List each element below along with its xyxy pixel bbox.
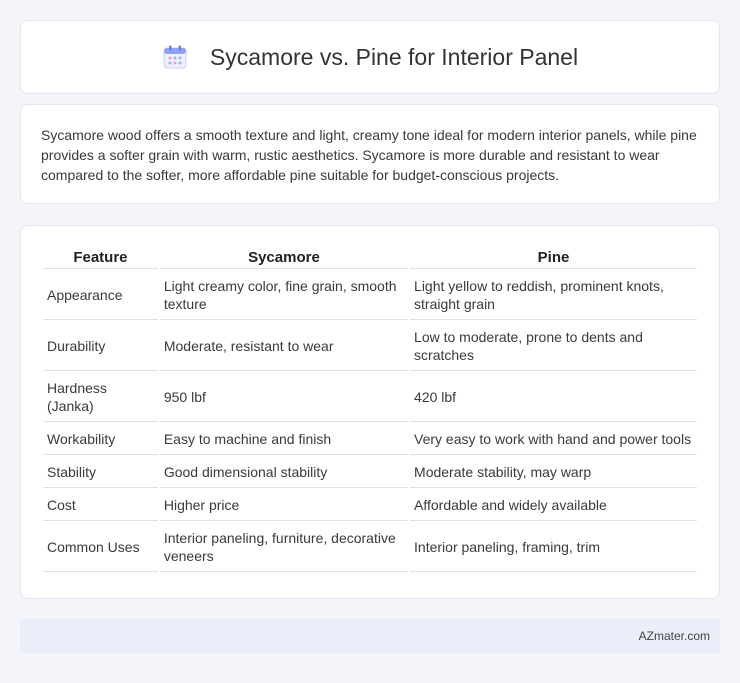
intro-card [20, 104, 720, 204]
page-title: Sycamore vs. Pine for Interior Panel [209, 43, 579, 70]
table-row [43, 490, 697, 521]
sycamore-cell: Easy to machine and finish [160, 424, 408, 455]
footer [20, 619, 720, 653]
table-header-row [43, 247, 697, 269]
sycamore-cell: Higher price [160, 490, 408, 521]
feature-cell: Common Uses [43, 523, 158, 572]
table-row [43, 373, 697, 422]
sycamore-cell: Light creamy color, fine grain, smooth texture [160, 271, 408, 320]
feature-cell: Appearance [43, 271, 158, 320]
calendar-icon [162, 44, 188, 70]
header-sycamore: Sycamore [160, 247, 408, 269]
pine-cell: Affordable and widely available [410, 490, 697, 521]
pine-cell: Very easy to work with hand and power tools [410, 424, 697, 455]
feature-cell: Durability [43, 322, 158, 371]
pine-cell: Light yellow to reddish, prominent knots, straight grain [410, 271, 697, 320]
feature-cell: Hardness (Janka) [43, 373, 158, 422]
pine-cell: Moderate stability, may warp [410, 457, 697, 488]
pine-cell: Low to moderate, prone to dents and scratches [410, 322, 697, 371]
header-pine: Pine [410, 247, 697, 269]
sycamore-cell: Interior paneling, furniture, decorative veneers [160, 523, 408, 572]
sycamore-cell: Moderate, resistant to wear [160, 322, 408, 371]
title-wrap [162, 44, 578, 71]
footer-site-name: AZmater.com [638, 629, 710, 643]
pine-cell: 420 lbf [410, 373, 697, 422]
feature-cell: Cost [43, 490, 158, 521]
feature-cell: Workability [43, 424, 158, 455]
table-row [43, 523, 697, 572]
table-row [43, 424, 697, 455]
pine-cell: Interior paneling, framing, trim [410, 523, 697, 572]
feature-cell: Stability [43, 457, 158, 488]
table-row [43, 322, 697, 371]
title-card [20, 20, 720, 94]
sycamore-cell: 950 lbf [160, 373, 408, 422]
sycamore-cell: Good dimensional stability [160, 457, 408, 488]
comparison-card [20, 225, 720, 599]
table-row [43, 271, 697, 320]
table-row [43, 457, 697, 488]
intro-paragraph: Sycamore wood offers a smooth texture and light, creamy tone ideal for modern interior panels, while pine provides a softer grain with warm, rustic aesthetics. Sycamore is more durable and resistant to wear compared to the softer, more affordable pine suitable for budget-conscious projects. [41, 127, 697, 183]
comparison-table [41, 245, 699, 574]
header-feature: Feature [43, 247, 158, 269]
